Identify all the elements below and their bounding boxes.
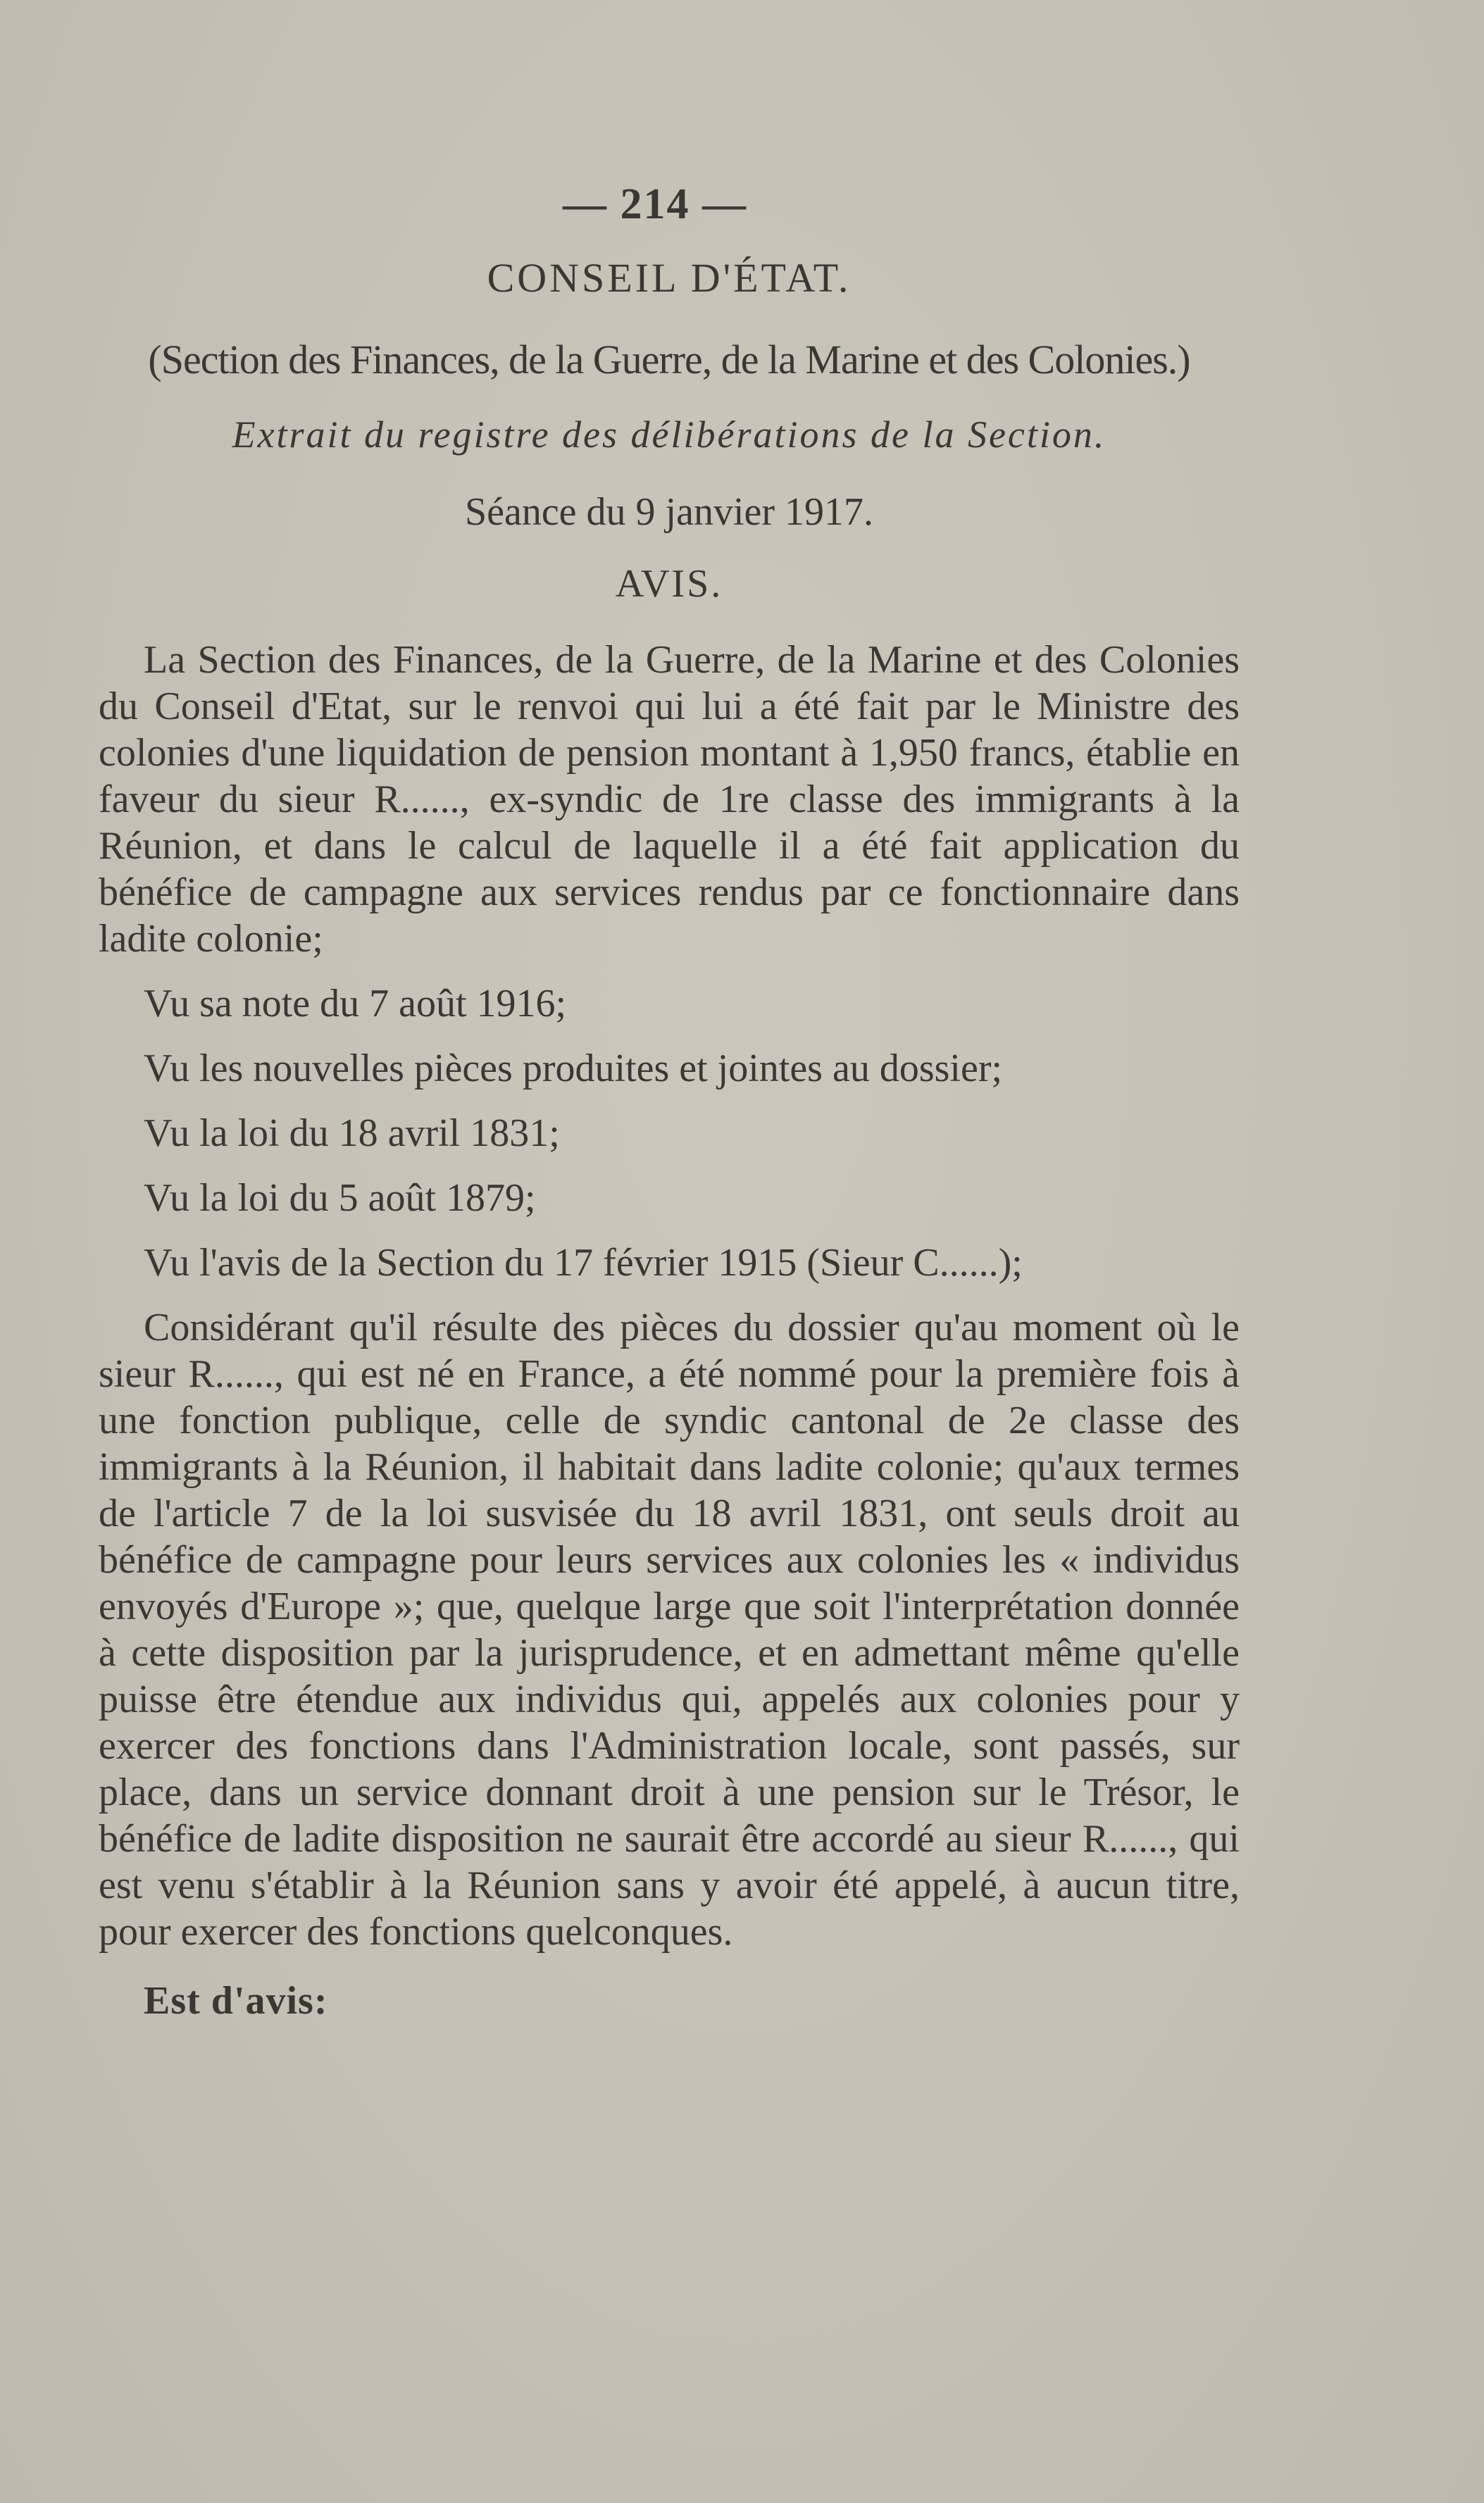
page-content xyxy=(99,176,1240,2026)
conclusion-heading: Est d'avis: xyxy=(144,1979,328,2023)
document-title: CONSEIL D'ÉTAT. xyxy=(487,255,852,301)
vu-item: Vu la loi du 18 avril 1831; xyxy=(144,1111,560,1155)
vu-item: Vu la loi du 5 août 1879; xyxy=(144,1176,536,1220)
avis-heading: AVIS. xyxy=(615,562,723,606)
considerant-paragraph: Considérant qu'il résulte des pièces du dossier qu'au moment où le sieur R......, qui est né en France, a été nommé pour la première fois à une fonction publique, celle de syndic cantonal de 2e classe des immigrants à la Réunion, il habitait dans ladite colonie; qu'aux termes de l'article 7 de la loi susvisée du 18 avril 1831, ont seuls droit au bénéfice de campagne pour leurs services aux colonies les « individus envoyés d'Europe »; que, quelque large que soit l'interprétation donnée à cette disposition par la jurisprudence, et en admettant même qu'elle puisse être étendue aux individus qui, appelés aux colonies pour y exercer des fonctions dans l'Administration locale, sont passés, sur place, dans un service donnant droit à une pension sur le Trésor, le bénéfice de ladite disposition ne saurait être accordé au sieur R......, qui est venu s'établir à la Réunion sans y avoir été appelé, à aucun titre, pour exercer des fonctions quelconques. xyxy=(99,1306,1240,1954)
blank-margin xyxy=(0,2204,1484,2503)
intro-paragraph: La Section des Finances, de la Guerre, de la Marine et des Colonies du Conseil d'Etat, sur le renvoi qui lui a été fait par le Ministre des colonies d'une liquidation de pension montant à 1,950 francs, établie en faveur du sieur R......, ex-syndic de 1re classe des immigrants à la Réunion, et dans le calcul de laquelle il a été fait application du bénéfice de campagne aux services rendus par ce fonctionnaire dans ladite colonie; xyxy=(99,638,1240,961)
vu-item: Vu sa note du 7 août 1916; xyxy=(144,982,567,1025)
extract-line: Extrait du registre des délibérations de la Section. xyxy=(232,413,1106,456)
page-number: — 214 — xyxy=(563,180,747,228)
section-subtitle: (Section des Finances, de la Guerre, de la Marine et des Colonies.) xyxy=(148,337,1190,382)
session-date: Séance du 9 janvier 1917. xyxy=(464,490,874,534)
vu-item: Vu les nouvelles pièces produites et jointes au dossier; xyxy=(144,1047,1003,1090)
vu-item: Vu l'avis de la Section du 17 février 1915 (Sieur C......); xyxy=(144,1241,1023,1285)
